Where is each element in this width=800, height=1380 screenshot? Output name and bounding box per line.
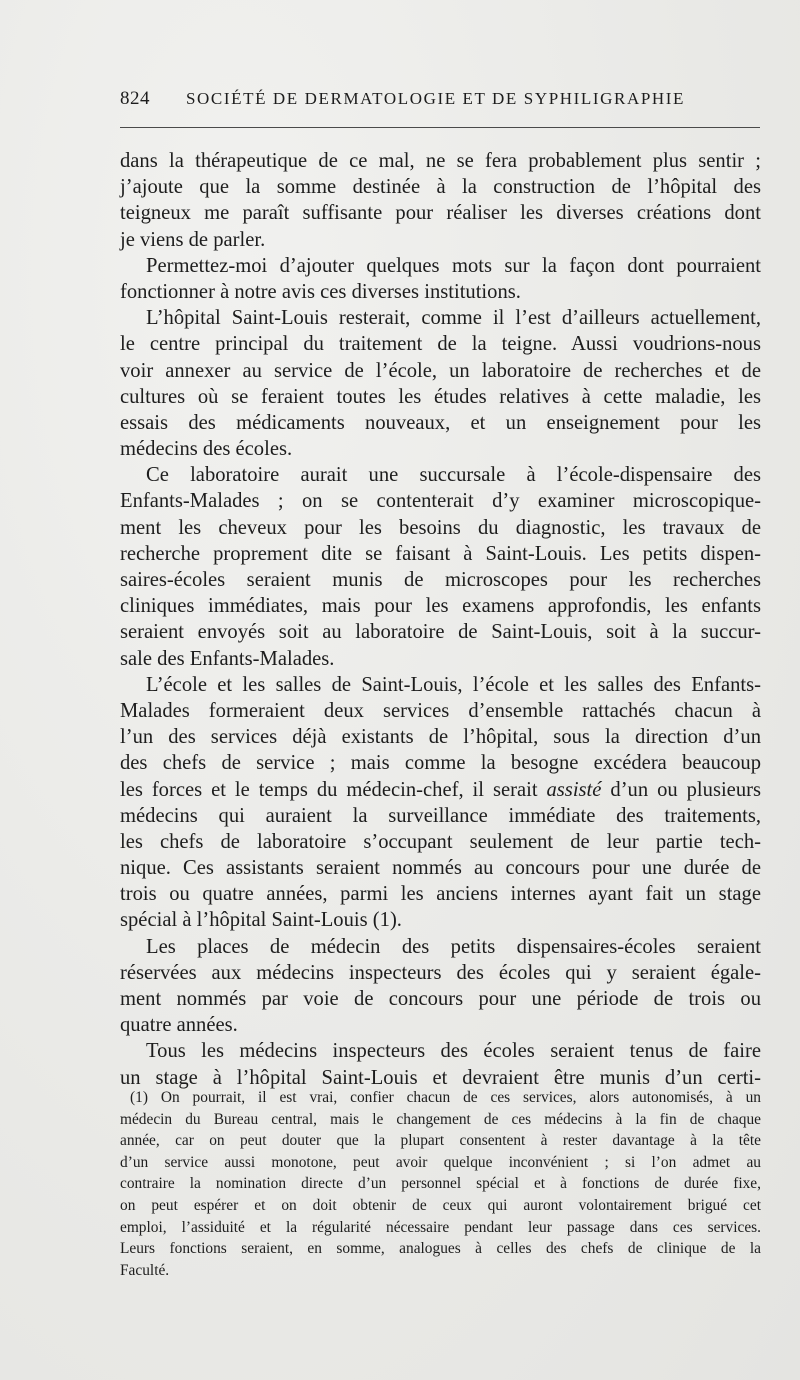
text-line: spécial à l’hôpital Saint-Louis (1). (120, 909, 402, 932)
text-line: Malades formeraient deux services d’ensemble rattachés chacun à (120, 699, 761, 722)
text-line: l’un des services déjà existants de l’hôpital, sous la direction d’un (120, 726, 761, 749)
footnote-line: Leurs fonctions seraient, en somme, analogues à celles des chefs de clinique de la (120, 1240, 761, 1258)
text-line: sale des Enfants-Malades. (120, 647, 335, 670)
footnote-line: contraire la nomination directe d’un personnel spécial et à fonctions de durée fixe, (120, 1175, 761, 1193)
footnote-line: on peut espérer et on doit obtenir de ceux qui auront volontairement brigué cet (120, 1196, 761, 1214)
text-line-with-italic (120, 777, 761, 803)
text-line: j’ajoute que la somme destinée à la construction de l’hôpital des (120, 176, 761, 199)
italic-word: assisté (546, 778, 602, 801)
text-line: cliniques immédiates, mais pour les examens approfondis, les enfants (120, 595, 761, 618)
text-line: les chefs de laboratoire s’occupant seulement de leur partie tech- (120, 830, 761, 853)
text-line: Ce laboratoire aurait une succursale à l’école-dispensaire des (146, 464, 761, 487)
footnote-line: médecin du Bureau central, mais le changement de ces médecins à la fin de chaque (120, 1110, 761, 1128)
text-line: seraient envoyés soit au laboratoire de Saint-Louis, soit à la succur- (120, 621, 761, 644)
text-line: ment les cheveux pour les besoins du diagnostic, les travaux de (120, 516, 761, 539)
footnote-line: d’un service aussi monotone, peut avoir quelque inconvénient ; si l’on admet au (120, 1153, 761, 1171)
text-line: saires-écoles seraient munis de microscopes pour les recherches (120, 569, 761, 591)
footnote-line: année, car on peut douter que la plupart consentent à rester davantage à la tête (120, 1132, 761, 1150)
footnote-line: Faculté. (120, 1261, 170, 1279)
text-line: médecins des écoles. (120, 438, 293, 461)
text-line: dans la thérapeutique de ce mal, ne se fera probablement plus sentir ; (120, 150, 761, 172)
running-title: SOCIÉTÉ DE DERMATOLOGIE ET DE SYPHILIGRAPHIE (186, 89, 686, 108)
text-fragment: les forces et le temps du médecin-chef, il serait (120, 778, 538, 801)
text-line: le centre principal du traitement de la teigne. Aussi voudrions-nous (120, 333, 761, 356)
text-line: médecins qui auraient la surveillance immédiate des traitements, (120, 804, 761, 827)
text-line: réservées aux médecins inspecteurs des écoles qui y seraient égale- (120, 961, 761, 984)
text-line: Tous les médecins inspecteurs des écoles seraient tenus de faire (146, 1040, 761, 1063)
footnotes (120, 1087, 761, 1281)
text-line: essais des médicaments nouveaux, et un enseignement pour les (120, 411, 761, 434)
text-line: nique. Ces assistants seraient nommés au concours pour une durée de (120, 857, 761, 880)
text-line: Les places de médecin des petits dispensaires-écoles seraient (146, 935, 761, 958)
text-line: cultures où se feraient toutes les études relatives à cette maladie, les (120, 385, 761, 408)
page-number: 824 (120, 88, 150, 109)
body-text (120, 148, 761, 1091)
text-line: fonctionner à notre avis ces diverses institutions. (120, 280, 521, 303)
text-line: ment nommés par voie de concours pour une période de trois ou (120, 988, 761, 1010)
text-line: L’école et les salles de Saint-Louis, l’école et les salles des Enfants- (146, 673, 761, 696)
text-fragment: d’un ou plusieurs (610, 778, 761, 801)
text-line: des chefs de service ; mais comme la besogne excédera beaucoup (120, 752, 761, 775)
text-line: L’hôpital Saint-Louis resterait, comme il l’est d’ailleurs actuellement, (146, 307, 761, 330)
running-head (120, 88, 760, 116)
text-line: trois ou quatre années, parmi les anciens internes ayant fait un stage (120, 883, 761, 906)
text-line: je viens de parler. (120, 228, 266, 251)
text-line: un stage à l’hôpital Saint-Louis et devraient être munis d’un certi- (120, 1066, 761, 1089)
text-line: voir annexer au service de l’école, un laboratoire de recherches et de (120, 359, 761, 382)
text-line: recherche proprement dite se faisant à Saint-Louis. Les petits dispen- (120, 542, 761, 565)
footnote-line: (1) On pourrait, il est vrai, confier chacun de ces services, alors autonomisés, à un (130, 1089, 761, 1106)
header-divider (120, 127, 760, 128)
text-line: quatre années. (120, 1014, 238, 1037)
footnote-line: emploi, l’assiduité et la régularité nécessaire pendant leur passage dans ces services. (120, 1218, 761, 1236)
text-line: Permettez-moi d’ajouter quelques mots sur la façon dont pourraient (146, 254, 761, 277)
text-line: Enfants-Malades ; on se contenterait d’y examiner microscopique- (120, 490, 761, 513)
text-line: teigneux me paraît suffisante pour réaliser les diverses créations dont (120, 202, 761, 225)
